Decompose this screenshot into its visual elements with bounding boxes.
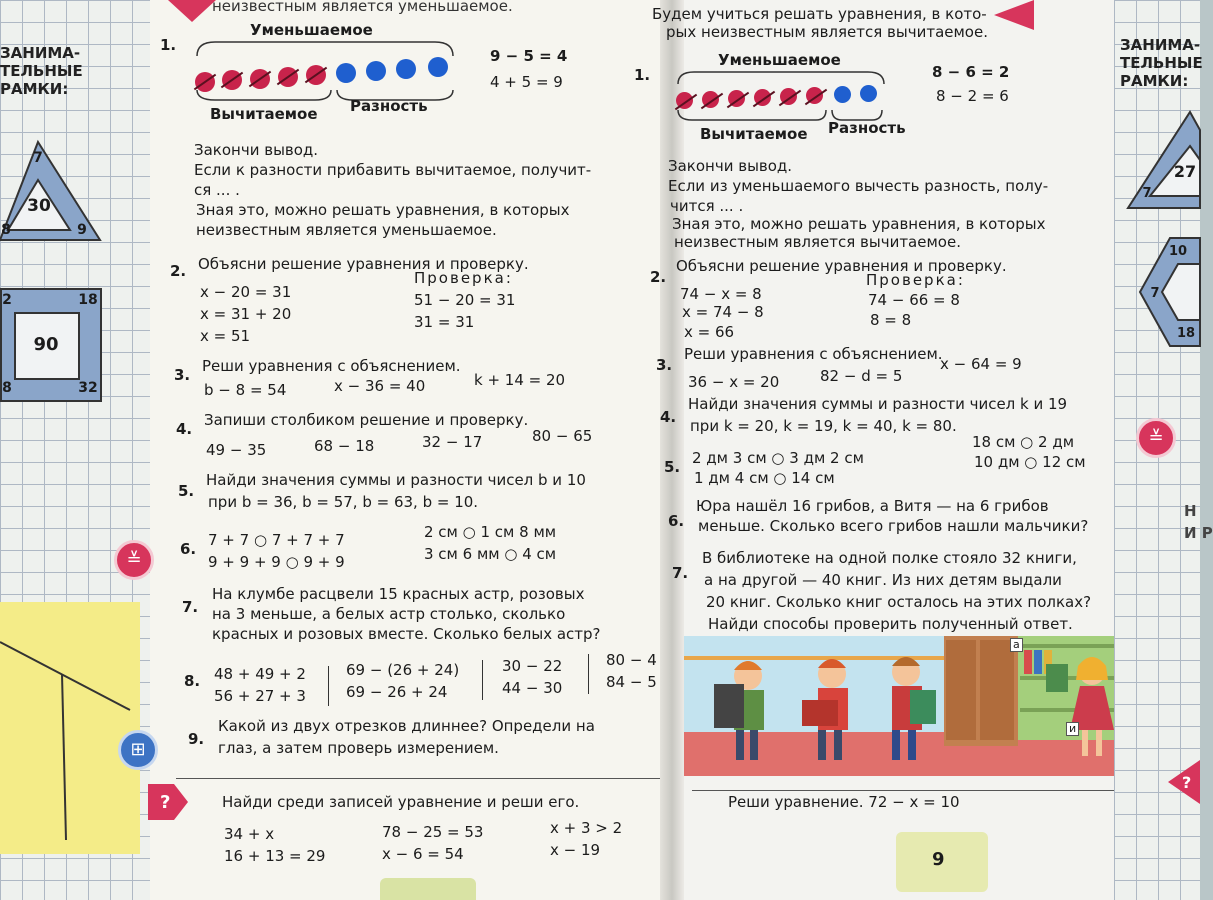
- left-task6-r1a: 7 + 7 ○ 7 + 7 + 7: [208, 531, 345, 549]
- left-task3-text: Реши уравнения с объяснением.: [202, 357, 461, 375]
- right-bookmark-tab: [994, 0, 1034, 30]
- book-gutter: [660, 0, 684, 900]
- left-top-line: неизвестным является уменьшаемое.: [212, 0, 513, 15]
- left-task7-line3: красных и розовых вместе. Сколько белых астр?: [212, 625, 601, 643]
- right-conclusion-2: Если из уменьшаемого вычесть разность, полу-: [668, 177, 1049, 195]
- right-task3-text: Реши уравнения с объяснением.: [684, 345, 943, 363]
- right-separator: [692, 790, 1162, 791]
- left-conclusion-3: ся ... .: [194, 181, 240, 199]
- left-task3-eq3: k + 14 = 20: [474, 371, 566, 389]
- left-task4-item-1: 49 − 35: [206, 441, 267, 459]
- right-intro-1: Будем учиться решать уравнения, в кото-: [652, 5, 987, 23]
- left-task2-num: 2.: [170, 262, 187, 280]
- left-task9-line1: Какой из двух отрезков длиннее? Определи на: [218, 717, 595, 735]
- right-conclusion-5: неизвестным является вычитаемое.: [674, 233, 961, 251]
- left-conclusion-4: Зная это, можно решать уравнения, в которых: [196, 201, 570, 219]
- left-extra-item-5: x − 6 = 54: [382, 845, 464, 863]
- left-dot-blue-4: [428, 57, 448, 77]
- left-task6-r2b: 3 см 6 мм ○ 4 см: [424, 545, 557, 563]
- left-square-br: 32: [78, 380, 98, 396]
- left-square-tr: 18: [78, 292, 98, 308]
- left-difference-label: Разность: [350, 97, 428, 115]
- left-task4-item-4: 80 − 65: [532, 427, 593, 445]
- left-frames-title: ЗАНИМА- ТЕЛЬНЫЕ РАМКИ:: [0, 44, 83, 98]
- right-eq1: 8 − 6 = 2: [932, 63, 1010, 81]
- left-task5-line1: Найди значения суммы и разности чисел b и 10: [206, 471, 586, 489]
- left-triangle-puzzle: [0, 140, 110, 250]
- right-task1-num: 1.: [634, 66, 651, 84]
- left-task4-num: 4.: [176, 420, 193, 438]
- left-task2-check-title: Проверка:: [414, 269, 513, 287]
- right-task2-text: Объясни решение уравнения и проверку.: [676, 257, 1007, 275]
- left-triangle-top: 7: [33, 150, 43, 166]
- shelf-letter-a: а: [1010, 638, 1023, 652]
- right-task2-sol-3: x = 66: [684, 323, 735, 341]
- left-task3-num: 3.: [174, 366, 191, 384]
- left-triangle-right: 9: [77, 222, 87, 238]
- left-task2-sol-3: x = 51: [200, 327, 251, 345]
- right-conclusion-3: чится ... .: [670, 197, 744, 215]
- right-task5-num: 5.: [664, 458, 681, 476]
- left-task8-num: 8.: [184, 672, 201, 690]
- right-dot-red-3: [728, 90, 745, 107]
- right-dot-red-5: [780, 88, 797, 105]
- left-extra-item-6: x − 19: [550, 841, 601, 859]
- left-task4-text: Запиши столбиком решение и проверку.: [204, 411, 529, 429]
- shelf-letter-i: и: [1066, 722, 1079, 736]
- right-eq2: 8 − 2 = 6: [936, 87, 1009, 105]
- left-task5-line2: при b = 36, b = 57, b = 63, b = 10.: [208, 493, 479, 511]
- left-task4-item-2: 68 − 18: [314, 437, 375, 455]
- right-task3-eq3: x − 64 = 9: [940, 355, 1022, 373]
- page-number: 9: [932, 849, 945, 870]
- left-page-tab: [380, 878, 476, 900]
- left-dot-red-4: [278, 67, 298, 87]
- left-triangle-left: 8: [1, 222, 11, 238]
- left-task7-line2: на 3 меньше, а белых астр столько, сколько: [212, 605, 566, 623]
- svg-text:?: ?: [160, 792, 171, 813]
- left-task8-c4-1: 80 − 4: [606, 651, 657, 669]
- sticky-note-lines: [0, 602, 140, 854]
- left-dot-red-3: [250, 69, 270, 89]
- left-task2-sol-1: x − 20 = 31: [200, 283, 292, 301]
- left-conclusion-1: Закончи вывод.: [194, 141, 319, 159]
- right-hexagon-left: 7: [1150, 286, 1160, 301]
- left-extra-item-2: 78 − 25 = 53: [382, 823, 484, 841]
- right-dot-red-2: [702, 91, 719, 108]
- right-triangle-puzzle: [1128, 110, 1200, 210]
- right-dot-red-4: [754, 89, 771, 106]
- right-dot-red-6: [806, 87, 823, 104]
- right-task2-sol-1: 74 − x = 8: [680, 285, 762, 303]
- right-task7-line4: Найди способы проверить полученный ответ.: [708, 615, 1073, 633]
- right-task2-check-1: 74 − 66 = 8: [868, 291, 960, 309]
- left-task1-num: 1.: [160, 36, 177, 54]
- left-task6-num: 6.: [180, 540, 197, 558]
- left-task8-c2-2: 69 − 26 + 24: [346, 683, 448, 701]
- library-scene-svg: [684, 636, 1158, 776]
- left-task3-eq1: b − 8 = 54: [204, 381, 287, 399]
- left-task8-c1-1: 48 + 49 + 2: [214, 665, 306, 683]
- right-task2-check-title: Проверка:: [866, 271, 965, 289]
- left-square-tl: 2: [2, 292, 12, 308]
- left-task7-line1: На клумбе расцвели 15 красных астр, розовых: [212, 585, 585, 603]
- right-task6-line1: Юра нашёл 16 грибов, а Витя — на 6 грибов: [696, 497, 1049, 515]
- right-task4-line2: при k = 20, k = 19, k = 40, k = 80.: [690, 417, 957, 435]
- right-task7-line3: 20 книг. Сколько книг осталось на этих полках?: [706, 593, 1092, 611]
- left-task4-item-3: 32 − 17: [422, 433, 483, 451]
- question-arrow-icon: [148, 784, 188, 820]
- left-task8-c3-1: 30 − 22: [502, 657, 563, 675]
- right-task3-num: 3.: [656, 356, 673, 374]
- left-task5-num: 5.: [178, 482, 195, 500]
- right-minuend-brace: [676, 68, 888, 86]
- right-minuend-label: Уменьшаемое: [718, 51, 841, 69]
- left-task8-divider-3: [588, 654, 589, 694]
- left-dot-red-2: [222, 70, 242, 90]
- right-bottom-task: Реши уравнение. 72 − x = 10: [728, 793, 960, 811]
- left-task2-check-2: 31 = 31: [414, 313, 475, 331]
- left-task6-r1b: 2 см ○ 1 см 8 мм: [424, 523, 557, 541]
- left-eq1: 9 − 5 = 4: [490, 47, 568, 65]
- left-extra-title: Найди среди записей уравнение и реши его.: [222, 793, 580, 811]
- left-conclusion-5: неизвестным является уменьшаемое.: [196, 221, 497, 239]
- left-extra-item-1: 34 + x: [224, 825, 275, 843]
- right-task5-r2a: 1 дм 4 см ○ 14 см: [694, 469, 835, 487]
- right-dot-blue-2: [860, 85, 877, 102]
- left-dot-blue-1: [336, 63, 356, 83]
- right-task3-eq1: 36 − x = 20: [688, 373, 780, 391]
- right-task7-line2: а на другой — 40 книг. Из них детям выдали: [704, 571, 1062, 589]
- right-task6-line2: меньше. Сколько всего грибов нашли мальчики?: [698, 517, 1089, 535]
- left-task8-divider-2: [482, 660, 483, 700]
- right-frames-title: ЗАНИМА- ТЕЛЬНЫЕ РАМКИ:: [1120, 36, 1203, 90]
- right-subtrahend-label: Вычитаемое: [700, 125, 808, 143]
- right-difference-label: Разность: [828, 119, 906, 137]
- right-hexagon-bottom: 18: [1176, 326, 1196, 341]
- left-dot-blue-2: [366, 61, 386, 81]
- left-task8-divider-1: [328, 666, 329, 706]
- right-task5-r2b: 10 дм ○ 12 см: [974, 453, 1086, 471]
- right-conclusion-4: Зная это, можно решать уравнения, в которых: [672, 215, 1046, 233]
- left-dot-red-5: [306, 65, 326, 85]
- right-dot-red-1: [676, 92, 693, 109]
- left-extra-item-4: 16 + 13 = 29: [224, 847, 326, 865]
- right-hexagon-top: 10: [1168, 244, 1188, 259]
- right-task5-r1a: 2 дм 3 см ○ 3 дм 2 см: [692, 449, 864, 467]
- left-task2-text: Объясни решение уравнения и проверку.: [198, 255, 529, 273]
- left-square-bl: 8: [2, 380, 12, 396]
- library-illustration: [684, 636, 1158, 776]
- right-triangle-left: 7: [1142, 186, 1152, 201]
- left-task6-r2a: 9 + 9 + 9 ○ 9 + 9: [208, 553, 345, 571]
- left-conclusion-2: Если к разности прибавить вычитаемое, получит-: [194, 161, 592, 179]
- right-partial-text: Н И Р: [1184, 502, 1213, 542]
- right-task5-r1b: 18 см ○ 2 дм: [972, 433, 1075, 451]
- left-square-center: 90: [33, 334, 59, 355]
- right-task2-num: 2.: [650, 268, 667, 286]
- right-task2-check-2: 8 = 8: [870, 311, 912, 329]
- right-task3-eq2: 82 − d = 5: [820, 367, 903, 385]
- grid-icon: ⊞: [118, 730, 158, 770]
- right-task6-num: 6.: [668, 512, 685, 530]
- svg-text:?: ?: [1182, 773, 1192, 792]
- right-conclusion-1: Закончи вывод.: [668, 157, 793, 175]
- left-separator: [176, 778, 666, 779]
- right-question-icon: [1168, 760, 1200, 804]
- left-minuend-brace: [195, 38, 457, 58]
- left-task9-line2: глаз, а затем проверь измерением.: [218, 739, 499, 757]
- left-task8-c3-2: 44 − 30: [502, 679, 563, 697]
- left-task8-c1-2: 56 + 27 + 3: [214, 687, 306, 705]
- left-minuend-label: Уменьшаемое: [250, 21, 373, 39]
- left-task2-check-1: 51 − 20 = 31: [414, 291, 516, 309]
- left-task9-num: 9.: [188, 730, 205, 748]
- left-task7-num: 7.: [182, 598, 199, 616]
- left-extra-item-3: x + 3 > 2: [550, 819, 623, 837]
- left-bookmark-tab: [168, 0, 216, 22]
- left-eq2: 4 + 5 = 9: [490, 73, 563, 91]
- left-dot-blue-3: [396, 59, 416, 79]
- angry-face-icon: ≚: [114, 540, 154, 580]
- left-task8-c4-2: 84 − 5: [606, 673, 657, 691]
- left-task8-c2-1: 69 − (26 + 24): [346, 661, 460, 679]
- left-task2-sol-2: x = 31 + 20: [200, 305, 292, 323]
- right-triangle-center: 27: [1173, 162, 1197, 181]
- right-dot-blue-1: [834, 86, 851, 103]
- left-triangle-center: 30: [27, 196, 51, 216]
- left-task3-eq2: x − 36 = 40: [334, 377, 426, 395]
- right-task7-line1: В библиотеке на одной полке стояло 32 книги,: [702, 549, 1077, 567]
- right-task4-num: 4.: [660, 408, 677, 426]
- right-task4-line1: Найди значения суммы и разности чисел k и 19: [688, 395, 1068, 413]
- right-intro-2: рых неизвестным является вычитаемое.: [666, 23, 988, 41]
- left-subtrahend-label: Вычитаемое: [210, 105, 318, 123]
- right-angry-face-icon: ≚: [1136, 418, 1176, 458]
- right-task7-num: 7.: [672, 564, 689, 582]
- right-task2-sol-2: x = 74 − 8: [682, 303, 764, 321]
